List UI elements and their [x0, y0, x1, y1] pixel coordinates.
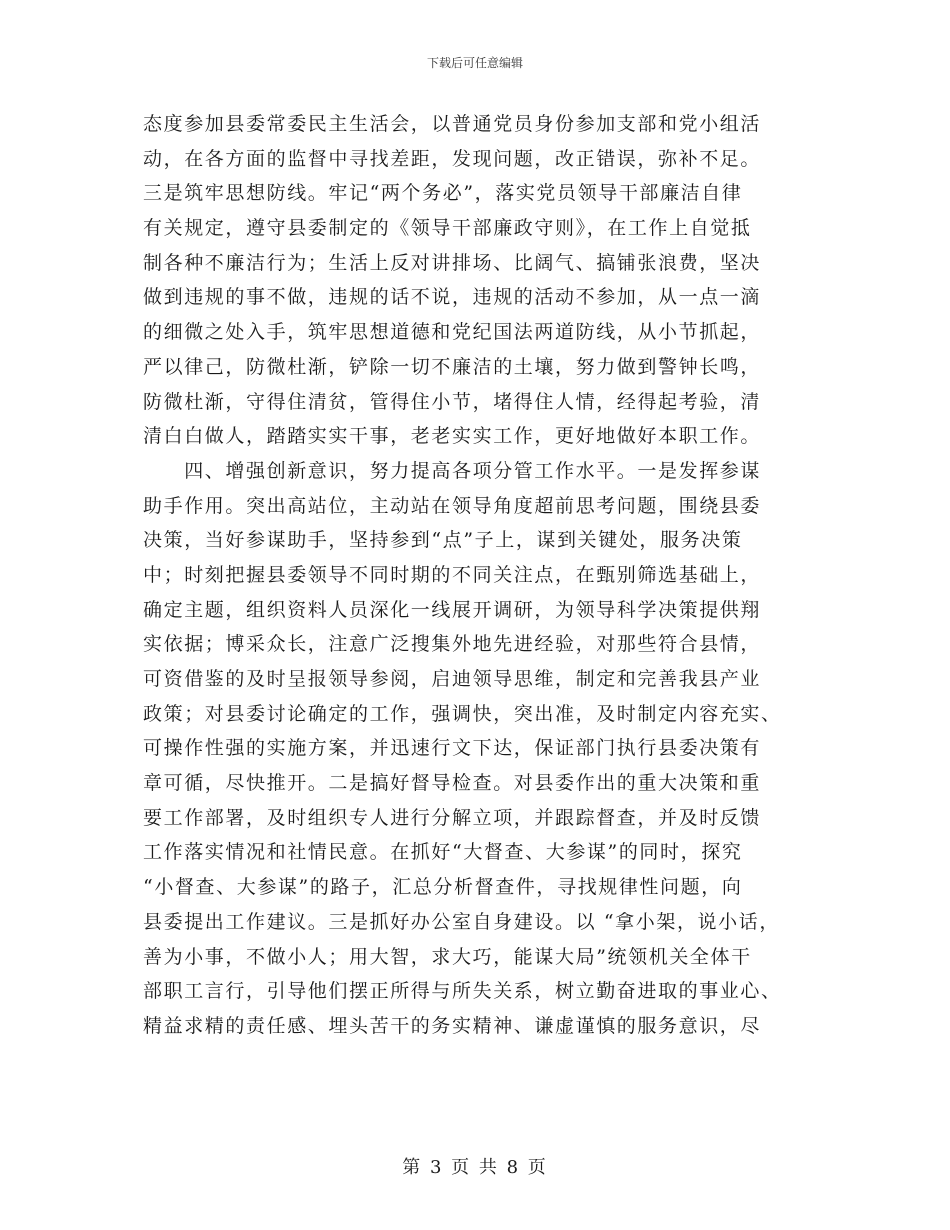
- text-line: 四、增强创新意识，努力提高各项分管工作水平。一是发挥参谋: [143, 459, 762, 482]
- text-line: 可资借鉴的及时呈报领导参阅，启迪领导思维，制定和完善我县产业: [143, 668, 762, 690]
- text-line: 可操作性强的实施方案，并迅速行文下达，保证部门执行县委决策有: [143, 737, 762, 760]
- page-footer: 第 3 页 共 8 页: [402, 1157, 548, 1178]
- text-line: 中；时刻把握县委领导不同时期的不同关注点，在甄别筛选基础上，: [143, 563, 762, 586]
- text-line: 政策；对县委讨论确定的工作，强调快，突出准，及时制定内容充实、: [143, 702, 782, 725]
- text-line: 清白白做人，踏踏实实干事，老老实实工作，更好地做好本职工作。: [143, 425, 762, 448]
- text-line: 决策，当好参谋助手，坚持参到“点”子上，谋到关键处，服务决策: [143, 529, 743, 552]
- text-line: 做到违规的事不做，违规的话不说，违规的活动不参加，从一点一滴: [143, 286, 762, 309]
- text-line: 工作落实情况和社情民意。在抓好“大督查、大参谋”的同时，探究: [143, 841, 743, 864]
- text-line: 有关规定，遵守县委制定的《领导干部廉政守则》，在工作上自觉抵: [143, 217, 752, 240]
- document-body: [143, 107, 833, 1044]
- text-line: 确定主题，组织资料人员深化一线展开调研，为领导科学决策提供翔: [143, 598, 762, 621]
- text-line: 的细微之处入手，筑牢思想道德和党纪国法两道防线，从小节抓起，: [143, 321, 762, 344]
- text-line: 动，在各方面的监督中寻找差距，发现问题，改正错误，弥补不足。: [143, 147, 762, 170]
- text-line: 防微杜渐，守得住清贫，管得住小节，堵得住人情，经得起考验，清: [143, 390, 762, 413]
- text-line: 部职工言行，引导他们摆正所得与所失关系，树立勤奋进取的事业心、: [143, 980, 782, 1003]
- text-line: 要工作部署，及时组织专人进行分解立项，并跟踪督查，并及时反馈: [143, 806, 762, 829]
- text-line: 县委提出工作建议。三是抓好办公室自身建设。以 “拿小架，说小话，: [143, 910, 780, 933]
- page-header: 下载后可任意编辑: [426, 56, 523, 70]
- text-line: “小督查、大参谋”的路子，汇总分析督查件，寻找规律性问题，向: [143, 876, 743, 899]
- text-line: 制各种不廉洁行为；生活上反对讲排场、比阔气、搞铺张浪费，坚决: [143, 251, 762, 274]
- text-line: 严以律己，防微杜渐，铲除一切不廉洁的土壤，努力做到警钟长鸣，: [143, 355, 762, 378]
- text-line: 精益求精的责任感、埋头苦干的务实精神、谦虚谨慎的服务意识，尽: [143, 1014, 762, 1037]
- text-line: 实依据；博采众长，注意广泛搜集外地先进经验，对那些符合县情，: [143, 633, 762, 656]
- text-line: 三是筑牢思想防线。牢记“两个务必”，落实党员领导干部廉洁自律: [143, 182, 743, 205]
- text-line: 章可循，尽快推开。二是搞好督导检查。对县委作出的重大决策和重: [143, 772, 762, 795]
- text-line: 态度参加县委常委民主生活会，以普通党员身份参加支部和党小组活: [143, 113, 762, 135]
- text-line: 善为小事，不做小人；用大智，求大巧，能谋大局”统领机关全体干: [143, 945, 752, 968]
- text-line: 助手作用。突出高站位，主动站在领导角度超前思考问题，围绕县委: [143, 494, 762, 517]
